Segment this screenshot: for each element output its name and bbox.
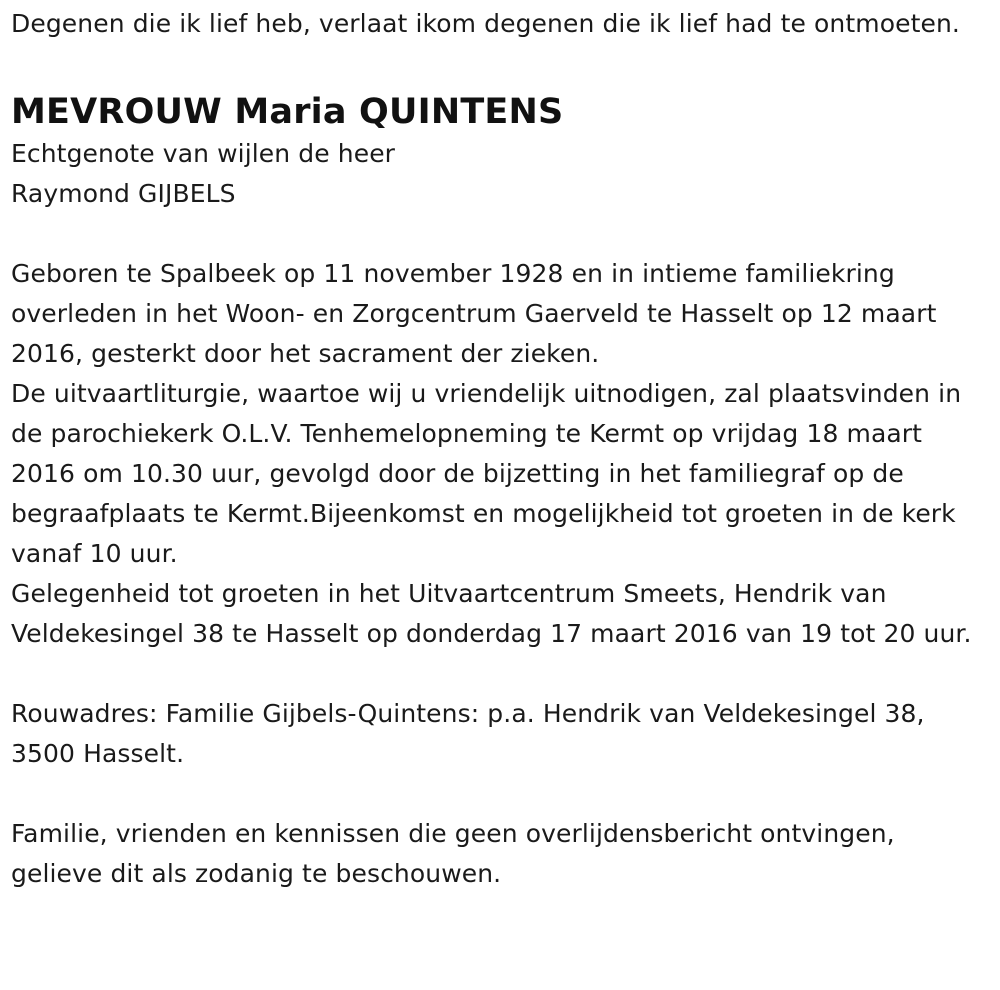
spacer — [11, 774, 991, 814]
spacer — [11, 654, 991, 694]
obituary-document — [11, 4, 991, 894]
spouse-line-1: Echtgenote van wijlen de heer — [11, 139, 396, 168]
closing-note: Familie, vrienden en kennissen die geen overlijdensbericht ontvingen, gelieve dit als zodanig te beschouwen. — [11, 819, 895, 888]
mourning-address: Rouwadres: Familie Gijbels-Quintens: p.a. Hendrik van Veldekesingel 38, 3500 Hasselt. — [11, 699, 925, 768]
spouse-line-2: Raymond GIJBELS — [11, 179, 236, 208]
deceased-name: MEVROUW Maria QUINTENS — [11, 92, 564, 132]
funeral-paragraph: De uitvaartliturgie, waartoe wij u vriendelijk uitnodigen, zal plaatsvinden in de parochiekerk O.L.V. Tenhemelopneming te Kermt op vrijdag 18 maart 2016 om 10.30 uur, gevolgd door de bijzetting in het familiegraf op de begraafplaats te Kermt.Bijeenkomst en mogelijkheid tot groeten in de kerk vanaf 10 uur. — [11, 379, 962, 568]
birth-death-paragraph: Geboren te Spalbeek op 11 november 1928 en in intieme familiekring overleden in het Woon- en Zorgcentrum Gaerveld te Hasselt op 12 maart 2016, gesterkt door het sacrament der zieken. — [11, 259, 937, 368]
opening-quote: Degenen die ik lief heb, verlaat ikom degenen die ik lief had te ontmoeten. — [11, 9, 960, 38]
visitation-paragraph: Gelegenheid tot groeten in het Uitvaartcentrum Smeets, Hendrik van Veldekesingel 38 te Hasselt op donderdag 17 maart 2016 van 19 tot 20 uur. — [11, 579, 972, 648]
spacer — [11, 214, 991, 254]
